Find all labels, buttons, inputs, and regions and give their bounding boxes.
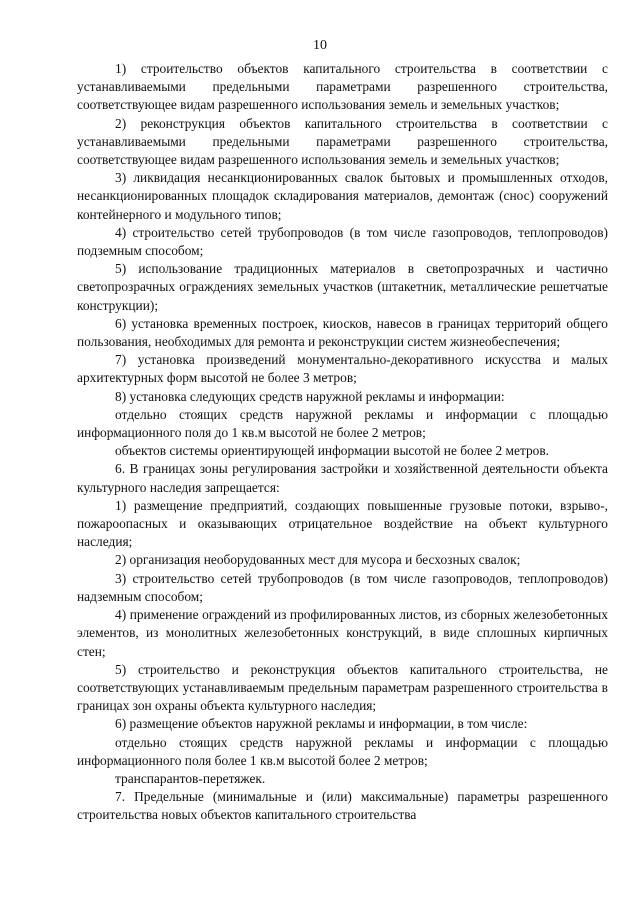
page-number: 10	[313, 38, 327, 53]
paragraph: 3) строительство сетей трубопроводов (в том числе газопроводов, теплопроводов) надземным способом;	[77, 570, 608, 604]
paragraph: 6. В границах зоны регулирования застройки и хозяйственной деятельности объекта культурного наследия запрещается:	[77, 461, 608, 495]
paragraph: 5) строительство и реконструкция объектов капитального строительства, не соответствующих устанавливаемым предельным параметрам разрешенного строительства в границах зон охраны объекта культурного наследия;	[77, 661, 608, 714]
paragraph: 7) установка произведений монументально-декоративного искусства и малых архитектурных форм высотой не более 3 метров;	[77, 352, 608, 386]
paragraph: 2) организация необорудованных мест для мусора и бесхозных свалок;	[115, 552, 521, 568]
paragraph: отдельно стоящих средств наружной рекламы и информации с площадью информационного поля до 1 кв.м высотой не более 2 метров;	[77, 406, 608, 441]
paragraph: 7. Предельные (минимальные и (или) максимальные) параметры разрешенного строительства новых объектов капитального строительства	[77, 789, 608, 823]
paragraph: отдельно стоящих средств наружной рекламы и информации с площадью информационного поля более 1 кв.м высотой более 2 метров;	[77, 734, 608, 768]
paragraph: 6) размещение объектов наружной рекламы и информации, в том числе:	[115, 716, 528, 732]
paragraph: 4) строительство сетей трубопроводов (в том числе газопроводов, теплопроводов) подземным способом;	[77, 224, 608, 259]
paragraph: 8) установка следующих средств наружной рекламы и информации:	[115, 388, 505, 404]
paragraph: транспарантов-перетяжек.	[115, 770, 266, 786]
paragraph: 1) строительство объектов капитального строительства в соответствии с устанавливаемыми предельными параметрами разрешенного строительства, соответствующее видам разрешенного использования земель и земельных участков;	[77, 61, 608, 113]
paragraph: 3) ликвидация несанкционированных свалок бытовых и промышленных отходов, несанкционированных площадок складирования материалов, демонтаж (снос) сооружений контейнерного и модульного типов;	[77, 170, 608, 222]
paragraph: 2) реконструкция объектов капитального строительства в соответствии с устанавливаемыми предельными параметрами разрешенного строительства, соответствующее видам разрешенного использования земель и земельных участков;	[77, 115, 608, 168]
paragraph: 1) размещение предприятий, создающих повышенные грузовые потоки, взрыво-, пожароопасных и оказывающих отрицательное воздействие на объект культурного наследия;	[77, 497, 608, 550]
paragraph: 5) использование традиционных материалов в светопрозрачных и частично светопрозрачных ограждениях земельных участков (штакетник, металлические решетчатые конструкции);	[77, 261, 608, 313]
document-body	[77, 60, 608, 825]
paragraph: 4) применение ограждений из профилированных листов, из сборных железобетонных элементов, из монолитных железобетонных конструкций, в виде сплошных кирпичных стен;	[77, 607, 608, 659]
paragraph: 6) установка временных построек, киосков, навесов в границах территорий общего пользования, необходимых для ремонта и реконструкции систем жизнеобеспечения;	[77, 315, 608, 350]
paragraph: объектов системы ориентирующей информации высотой не более 2 метров.	[115, 443, 550, 459]
